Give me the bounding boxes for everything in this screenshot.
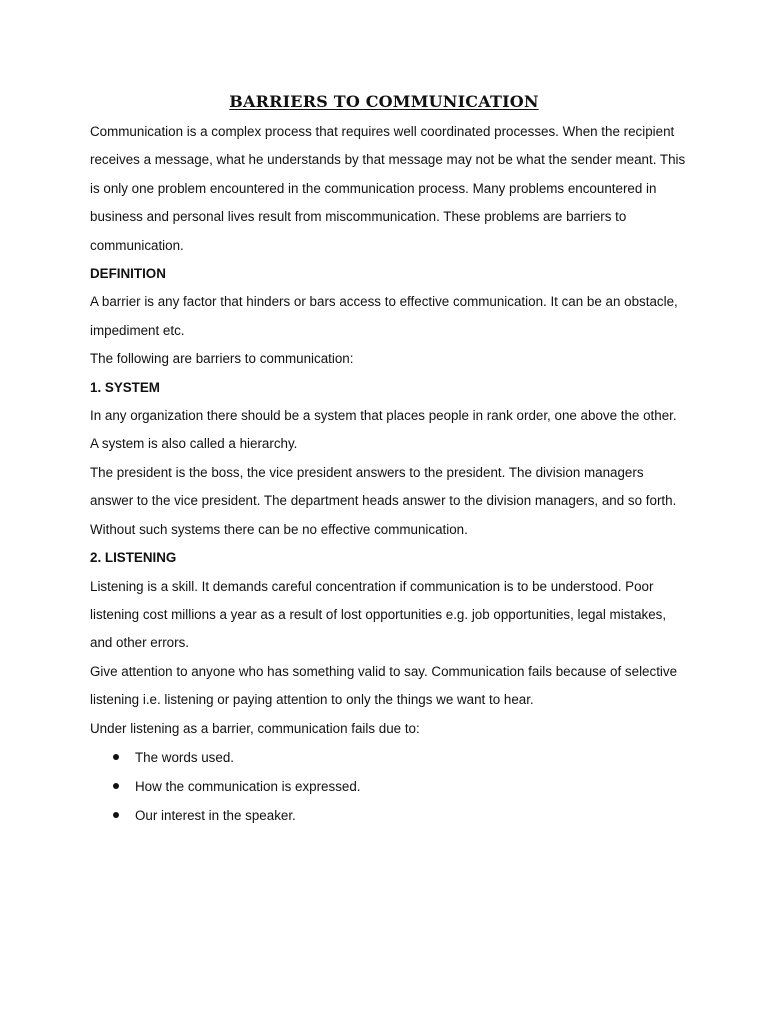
list-item-text: Our interest in the speaker.	[135, 807, 296, 823]
list-intro-paragraph: The following are barriers to communication:	[90, 351, 354, 367]
list-item	[90, 743, 690, 772]
intro-paragraph: Communication is a complex process that requires well coordinated processes. When the recipient receives a message, what he understands by that message may not be what the sender meant. This is only one problem encountered in the communication process. Many problems encountered in business and personal lives result from miscommunication. These problems are barriers to communication.	[90, 124, 686, 253]
bullet-icon	[113, 812, 119, 818]
system-heading: 1. SYSTEM	[90, 379, 160, 395]
barrier-bullet-list	[90, 743, 690, 830]
definition-paragraph: A barrier is any factor that hinders or bars access to effective communication. It can be an obstacle, impediment etc.	[90, 294, 678, 338]
list-item-text: The words used.	[135, 749, 234, 765]
listening-paragraph-2: Give attention to anyone who has something valid to say. Communication fails because of selective listening i.e. listening or paying attention to only the things we want to hear.	[90, 663, 678, 708]
bullet-icon	[113, 754, 119, 760]
bullet-icon	[113, 783, 119, 789]
listening-paragraph-1: Listening is a skill. It demands careful concentration if communication is to be understood. Poor listening cost millions a year as a result of lost opportunities e.g. job opportunities, legal mistakes, and other errors.	[90, 578, 667, 651]
list-item	[90, 772, 690, 801]
document-body	[90, 118, 690, 830]
system-paragraph-3: The president is the boss, the vice president answers to the president. The division managers answer to the vice president. The department heads answer to the division managers, and so forth.	[90, 464, 677, 509]
list-item-text: How the communication is expressed.	[135, 778, 361, 794]
system-paragraph-1: In any organization there should be a system that places people in rank order, one above the other.	[90, 408, 677, 424]
system-paragraph-2: A system is also called a hierarchy.	[90, 436, 298, 452]
definition-heading: DEFINITION	[90, 266, 166, 282]
page-title: BARRIERS TO COMMUNICATION	[229, 92, 539, 111]
listening-paragraph-3: Under listening as a barrier, communication fails due to:	[90, 720, 420, 736]
listening-heading: 2. LISTENING	[90, 550, 177, 566]
system-paragraph-4: Without such systems there can be no effective communication.	[90, 521, 468, 537]
list-item	[90, 801, 690, 830]
